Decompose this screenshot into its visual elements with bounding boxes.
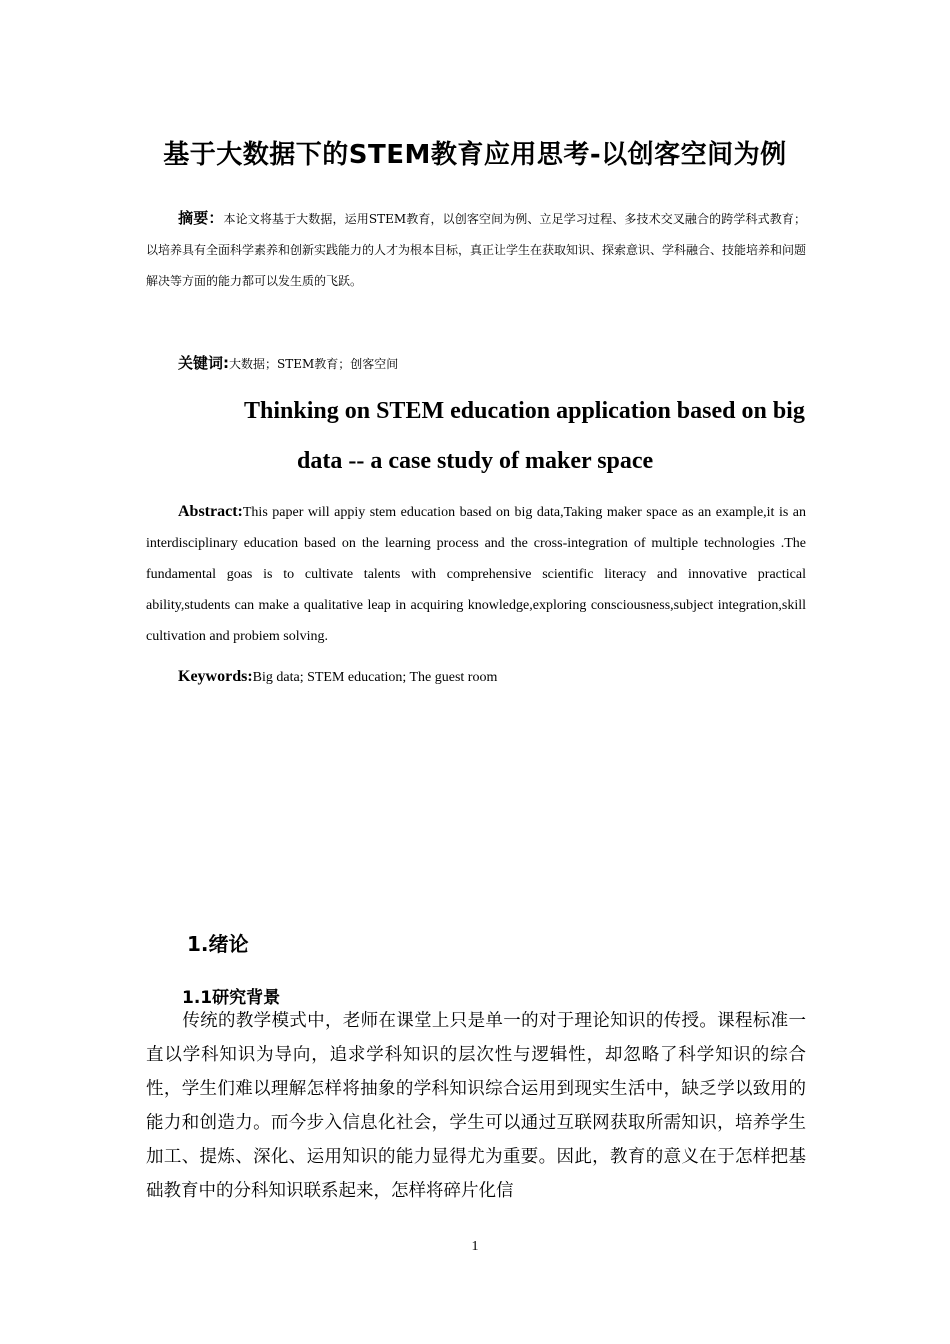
chinese-abstract <box>146 203 806 297</box>
english-keywords-text: Big data; STEM education; The guest room <box>252 670 498 685</box>
english-keywords <box>178 664 497 691</box>
page-number: 1 <box>471 1239 479 1254</box>
english-title-line-1: Thinking on STEM education application based on big <box>244 398 805 424</box>
body-paragraph-text: 传统的教学模式中，老师在课堂上只是单一的对于理论知识的传授。课程标准一直以学科知识为导向，追求学科知识的层次性与逻辑性，却忽略了科学知识的综合性，学生们难以理解怎样将抽象的学科知识综合运用到现实生活中，缺乏学以致用的能力和创造力。而今步入信息化社会，学生可以通过互联网获取所需知识，培养学生加工、提炼、深化、运用知识的能力显得尤为重要。因此，教育的意义在于怎样把基础教育中的分科知识联系起来，怎样将碎片化信 <box>146 1011 806 1201</box>
chinese-title: 基于大数据下的STEM教育应用思考-以创客空间为例 <box>163 140 787 170</box>
english-title-line-2: data -- a case study of maker space <box>297 448 654 474</box>
chinese-keywords <box>178 350 398 377</box>
body-paragraph <box>146 1004 806 1208</box>
chinese-keywords-text: 大数据；STEM教育；创客空间 <box>229 357 399 371</box>
chinese-abstract-text: 本论文将基于大数据，运用STEM教育，以创客空间为例、立足学习过程、多技术交叉融合的跨学科式教育；以培养具有全面科学素养和创新实践能力的人才为根本目标，真正让学生在获取知识、探索意识、学科融合、技能培养和问题解决等方面的能力都可以发生质的飞跃。 <box>146 212 807 288</box>
chinese-abstract-label: 摘要： <box>178 209 224 227</box>
english-abstract-label: Abstract: <box>178 503 243 520</box>
subsection-heading: 1.1研究背景 <box>182 988 281 1008</box>
english-abstract-text: This paper will appiy stem education based on big data,Taking maker space as an example,it is an interdisciplinary education based on the learning process and the cross-integration of multiple technologies .The fundamental goas is to cultivate talents with comprehensive scientific literacy and innovative practical ability,students can make a qualitative leap in acquiring knowledge,exploring consciousness,subject integration,skill cultivation and probiem solving. <box>146 505 806 644</box>
chinese-keywords-label: 关键词: <box>178 354 229 372</box>
english-keywords-label: Keywords: <box>178 668 253 685</box>
section-heading: 1.绪论 <box>187 932 249 956</box>
english-abstract <box>146 496 806 652</box>
